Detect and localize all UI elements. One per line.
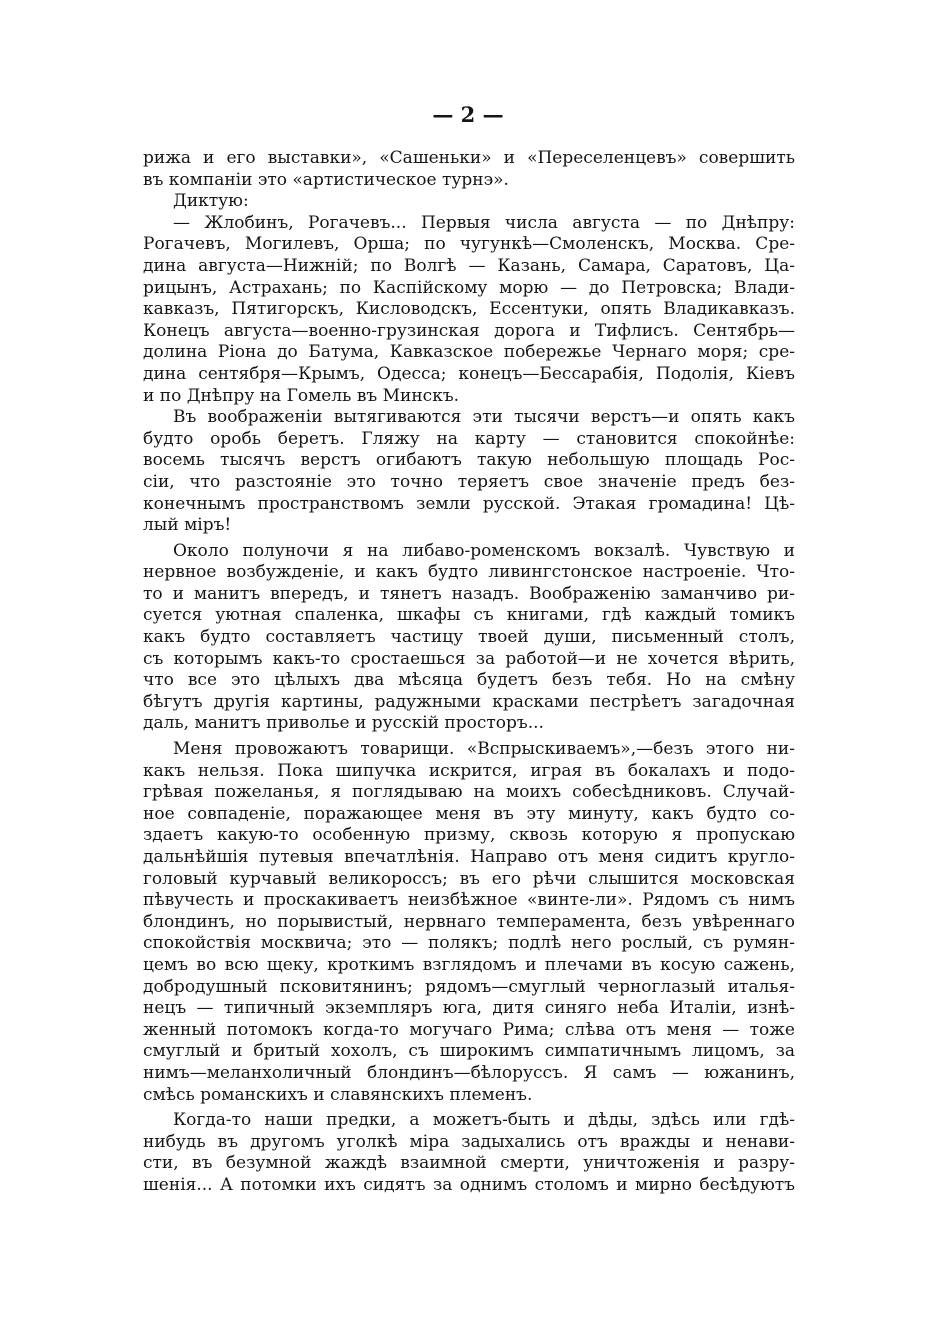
- text-line: Въ воображеніи вытягиваются эти тысячи верстъ—и опять какъ: [173, 407, 795, 428]
- text-line: бѣгутъ другія картины, радужными красками пестрѣетъ загадочная: [143, 691, 795, 712]
- text-line: въ компаніи это «артистическое турнэ».: [143, 169, 509, 190]
- text-line: даль, манитъ приволье и русскій просторъ...: [143, 713, 544, 734]
- text-line: дина сентября—Крымъ, Одесса; конецъ—Бессарабія, Подолія, Кіевъ: [143, 363, 795, 384]
- text-line: рижа и его выставки», «Сашеньки» и «Переселенцевъ» совершить: [143, 148, 795, 168]
- paragraph: [143, 191, 795, 213]
- text-line: то и манитъ впередъ, и тянетъ назадъ. Воображенію заманчиво ри-: [143, 583, 795, 604]
- text-line: какъ нельзя. Пока шипучка искрится, играя въ бокалахъ и подо-: [143, 760, 795, 781]
- paragraph: [143, 541, 795, 735]
- text-line: добродушный псковитянинъ; рядомъ—смуглый черноглазый италья-: [143, 976, 795, 997]
- text-line: блондинъ, но порывистый, нервнаго темперамента, безъ увѣреннаго: [143, 911, 795, 932]
- text-line: Около полуночи я на либаво-роменскомъ вокзалѣ. Чувствую и: [173, 540, 795, 561]
- text-line: восемь тысячъ верстъ огибаютъ такую небольшую площадь Рос-: [143, 450, 795, 471]
- text-line: спокойствія москвича; это — полякъ; подлѣ него рослый, съ румян-: [143, 933, 795, 954]
- page-body: [143, 148, 795, 1197]
- text-line: конечнымъ пространствомъ земли русской. Этакая громадина! Цѣ-: [143, 493, 795, 514]
- text-line: что все это цѣлыхъ два мѣсяца будетъ безъ тебя. Но на смѣну: [143, 670, 795, 691]
- text-line: дальнѣйшія путевыя впечатлѣнія. Направо отъ меня сидитъ кругло-: [143, 847, 795, 867]
- text-line: долина Ріона до Батума, Кавказское побережье Чернаго моря; сре-: [143, 342, 795, 363]
- text-line: грѣвая пожеланья, я поглядываю на моихъ собесѣдниковъ. Случай-: [143, 782, 795, 803]
- paragraph: [143, 1110, 795, 1196]
- text-line: смѣсь романскихъ и славянскихъ племенъ.: [143, 1084, 533, 1105]
- text-line: цемъ во всю щеку, кроткимъ взглядомъ и плечами въ косую сажень,: [143, 954, 795, 975]
- text-line: Рогачевъ, Могилевъ, Орша; по чугункѣ—Смоленскъ, Москва. Сре-: [143, 234, 795, 255]
- text-line: ное совпаденіе, поражающее меня въ эту минуту, какъ будто со-: [143, 803, 795, 824]
- text-line: и по Днѣпру на Гомель въ Минскъ.: [143, 385, 460, 406]
- text-line: нимъ—меланхоличный блондинъ—бѣлоруссъ. Я самъ — южанинъ,: [143, 1062, 795, 1083]
- text-line: сти, въ безумной жаждѣ взаимной смерти, уничтоженія и разру-: [143, 1153, 795, 1174]
- paragraph: [143, 213, 795, 407]
- paragraph: [143, 407, 795, 537]
- paragraph: [143, 148, 795, 191]
- page-number: — 2 —: [432, 102, 504, 127]
- text-line: дина августа—Нижній; по Волгѣ — Казань, Самара, Саратовъ, Ца-: [143, 255, 795, 276]
- text-line: какъ будто составляетъ частицу твоей души, письменный столъ,: [143, 627, 795, 648]
- text-line: съ которымъ какъ-то сростаешься за работой—и не хочется вѣрить,: [143, 648, 795, 669]
- text-line: шенія... А потомки ихъ сидятъ за однимъ столомъ и мирно бесѣдуютъ: [143, 1174, 795, 1195]
- text-line: головый курчавый великороссъ; въ его рѣчи слышится московская: [143, 868, 795, 889]
- text-line: Когда-то наши предки, а можетъ-быть и дѣды, здѣсь или гдѣ-: [173, 1110, 795, 1131]
- text-line: кавказъ, Пятигорскъ, Кисловодскъ, Ессентуки, опять Владикавказъ.: [143, 299, 795, 320]
- text-line: будто оробь беретъ. Гляжу на карту — становится спокойнѣе:: [143, 428, 795, 449]
- text-line: нибудь въ другомъ уголкѣ міра задыхались отъ вражды и ненави-: [143, 1131, 795, 1152]
- text-line: суется уютная спаленка, шкафы съ книгами, гдѣ каждый томикъ: [143, 605, 795, 626]
- text-line: здаетъ какую-то особенную призму, сквозь которую я пропускаю: [143, 825, 795, 846]
- text-line: смуглый и бритый хохолъ, съ широкимъ симпатичнымъ лицомъ, за: [143, 1041, 795, 1062]
- text-line: пѣвучесть и проскакиваетъ неизбѣжное «винте-ли». Рядомъ съ нимъ: [143, 890, 795, 911]
- text-line: рицынъ, Астрахань; по Каспійскому морю — до Петровска; Влади-: [143, 277, 795, 298]
- text-line: сіи, что разстояніе это точно теряетъ свое значеніе предъ без-: [143, 471, 795, 492]
- text-line: — Жлобинъ, Рогачевъ... Первыя числа августа — по Днѣпру:: [173, 212, 795, 233]
- text-line: женный потомокъ когда-то могучаго Рима; слѣва отъ меня — тоже: [143, 1019, 795, 1040]
- text-line: Меня провожаютъ товарищи. «Вспрыскиваемъ»,—безъ этого ни-: [173, 739, 795, 760]
- text-line: нервное возбужденіе, и какъ будто ливингстонское настроеніе. Что-: [143, 562, 795, 583]
- text-line: Конецъ августа—военно-грузинская дорога и Тифлисъ. Сентябрь—: [143, 320, 795, 341]
- paragraph: [143, 739, 795, 1106]
- text-line: нецъ — типичный экземпляръ юга, дитя синяго неба Италіи, изнѣ-: [143, 998, 795, 1019]
- text-line: Диктую:: [173, 191, 249, 212]
- text-line: лый міръ!: [143, 515, 232, 536]
